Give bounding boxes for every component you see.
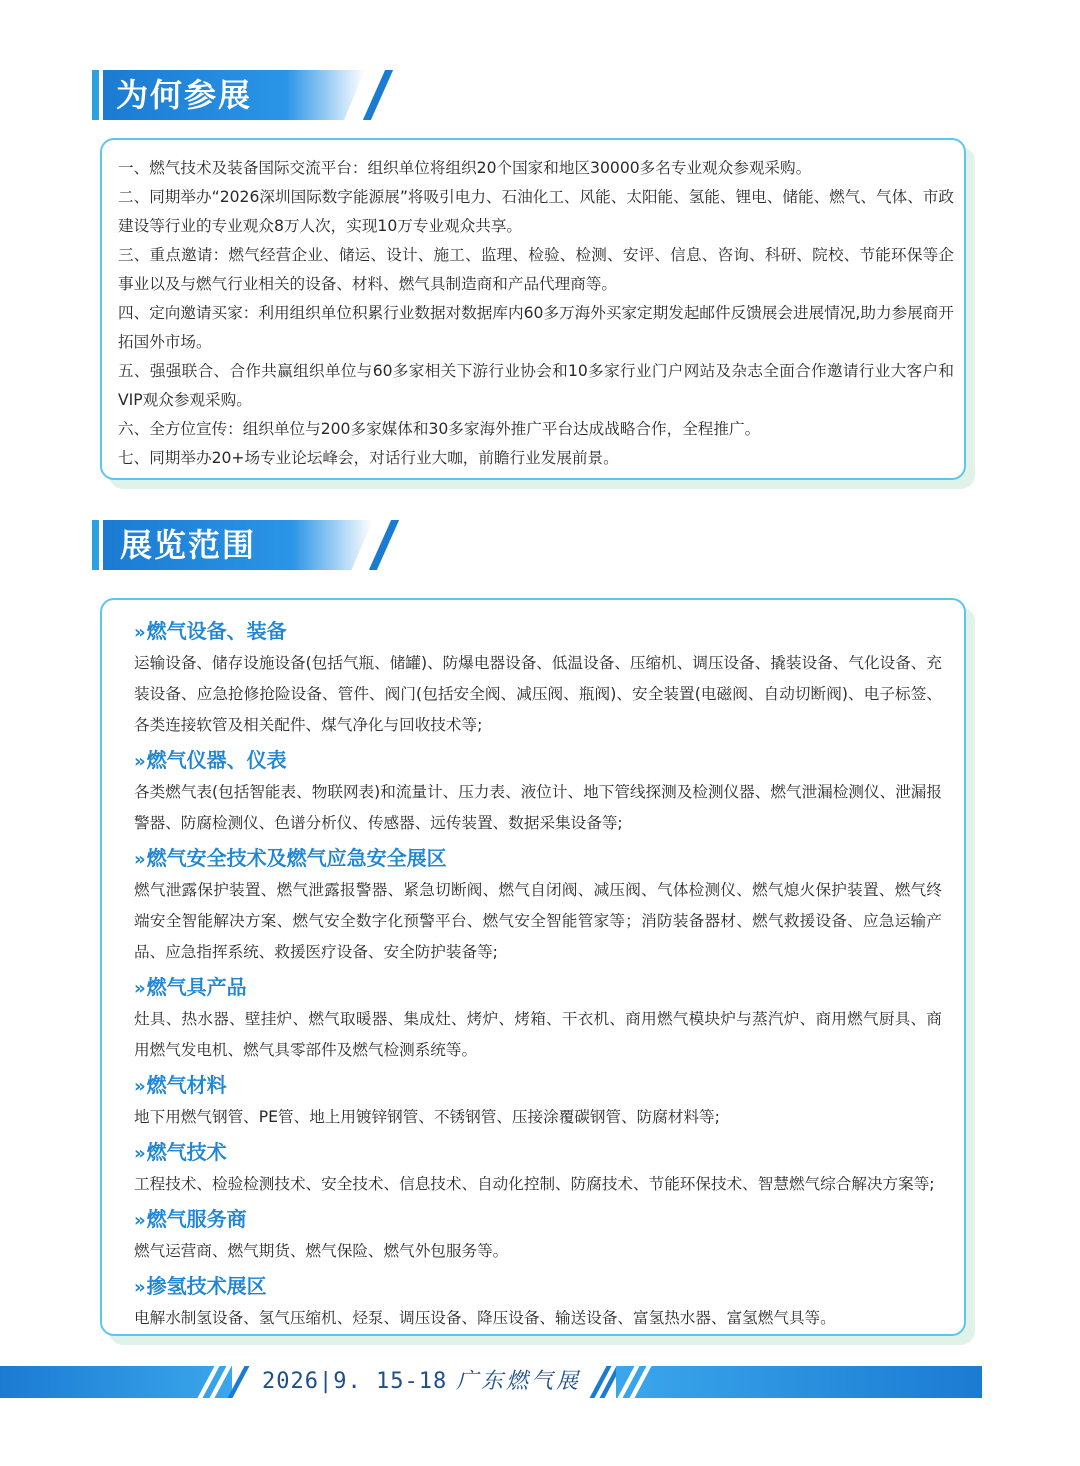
double-chevron-icon: »: [134, 1076, 143, 1097]
header-accent-bar: [92, 520, 99, 570]
category-title-text: 燃气服务商: [146, 1207, 247, 1231]
category-body: 燃气运营商、燃气期货、燃气保险、燃气外包服务等。: [134, 1242, 509, 1260]
category-title: [134, 745, 942, 777]
category-title-text: 掺氢技术展区: [146, 1274, 267, 1298]
category-title-text: 燃气设备、装备: [146, 619, 287, 643]
why-item: 六、全方位宣传：组织单位与200多家媒体和30多家海外推广平台达成战略合作，全程推广。: [118, 420, 761, 438]
category-body: 灶具、热水器、壁挂炉、燃气取暖器、集成灶、烤炉、烤箱、干衣机、商用燃气模块炉与蒸汽炉、商用燃气厨具、商用燃气发电机、燃气具零部件及燃气检测系统等。: [134, 1010, 942, 1059]
category-body: 电解水制氢设备、氢气压缩机、烃泵、调压设备、降压设备、输送设备、富氢热水器、富氢燃气具等。: [134, 1309, 836, 1327]
category-title: [134, 1204, 942, 1236]
category-body: 各类燃气表(包括智能表、物联网表)和流量计、压力表、液位计、地下管线探测及检测仪器、燃气泄漏检测仪、泄漏报警器、防腐检测仪、色谱分析仪、传感器、远传装置、数据采集设备等;: [134, 783, 942, 832]
why-section-box: [100, 138, 966, 480]
category-title: [134, 1271, 942, 1303]
double-chevron-icon: »: [134, 1277, 143, 1298]
header-slash-decoration: [369, 520, 399, 570]
why-section-title: 为何参展: [116, 76, 253, 114]
scope-section-title: 展览范围: [120, 526, 257, 564]
header-slash-decoration: [363, 70, 393, 120]
category-title: [134, 1070, 942, 1102]
scope-section-box: [100, 598, 966, 1336]
category-title: [134, 843, 942, 875]
why-item: 二、同期举办“2026深圳国际数字能源展”将吸引电力、石油化工、风能、太阳能、氢能、锂电、储能、燃气、气体、市政建设等行业的专业观众8万人次，实现10万专业观众共享。: [118, 188, 954, 235]
category-title-text: 燃气仪器、仪表: [146, 748, 287, 772]
double-chevron-icon: »: [134, 622, 143, 643]
category-title: [134, 616, 942, 648]
header-accent-bar: [92, 70, 99, 120]
category-title-text: 燃气材料: [146, 1073, 227, 1097]
double-chevron-icon: »: [134, 751, 143, 772]
double-chevron-icon: »: [134, 1210, 143, 1231]
double-chevron-icon: »: [134, 1143, 143, 1164]
footer-right-band: [616, 1366, 982, 1398]
category-body: 工程技术、检验检测技术、安全技术、信息技术、自动化控制、防腐技术、节能环保技术、智慧燃气综合解决方案等;: [134, 1175, 935, 1193]
category-body: 运输设备、储存设施设备(包括气瓶、储罐)、防爆电器设备、低温设备、压缩机、调压设备、撬装设备、气化设备、充装设备、应急抢修抢险设备、管件、阀门(包括安全阀、减压阀、瓶阀)、安全装置(电磁阀、自动切断阀)、电子标签、各类连接软管及相关配件、煤气净化与回收技术等;: [134, 654, 942, 734]
double-chevron-icon: »: [134, 849, 143, 870]
why-item: 四、定向邀请买家：利用组织单位积累行业数据对数据库内60多万海外买家定期发起邮件反馈展会进展情况,助力参展商开拓国外市场。: [118, 304, 954, 351]
category-title: [134, 1137, 942, 1169]
footer-brand: 广东燃气展: [456, 1369, 582, 1394]
footer-date: 2026|9. 15-18: [262, 1369, 448, 1394]
why-item: 一、燃气技术及装备国际交流平台：组织单位将组织20个国家和地区30000多名专业观众参观采购。: [118, 159, 812, 177]
category-title-text: 燃气具产品: [146, 975, 247, 999]
footer-left-band: [0, 1366, 232, 1398]
footer-banner: [0, 1366, 982, 1398]
category-title-text: 燃气安全技术及燃气应急安全展区: [146, 846, 447, 870]
category-title-text: 燃气技术: [146, 1140, 227, 1164]
category-title: [134, 972, 942, 1004]
double-chevron-icon: »: [134, 978, 143, 999]
why-item: 三、重点邀请：燃气经营企业、储运、设计、施工、监理、检验、检测、安评、信息、咨询、科研、院校、节能环保等企事业以及与燃气行业相关的设备、材料、燃气具制造商和产品代理商等。: [118, 246, 954, 293]
why-item: 五、强强联合、合作共赢组织单位与60多家相关下游行业协会和10多家行业门户网站及杂志全面合作邀请行业大客户和VIP观众参观采购。: [118, 362, 954, 409]
category-body: 燃气泄露保护装置、燃气泄露报警器、紧急切断阀、燃气自闭阀、减压阀、气体检测仪、燃气熄火保护装置、燃气终端安全智能解决方案、燃气安全数字化预警平台、燃气安全智能管家等；消防装备器材、燃气救援设备、应急运输产品、应急指挥系统、救援医疗设备、安全防护装备等;: [134, 881, 942, 961]
why-item: 七、同期举办20+场专业论坛峰会，对话行业大咖，前瞻行业发展前景。: [118, 449, 619, 467]
category-body: 地下用燃气钢管、PE管、地上用镀锌钢管、不锈钢管、压接涂覆碳钢管、防腐材料等;: [134, 1108, 720, 1126]
